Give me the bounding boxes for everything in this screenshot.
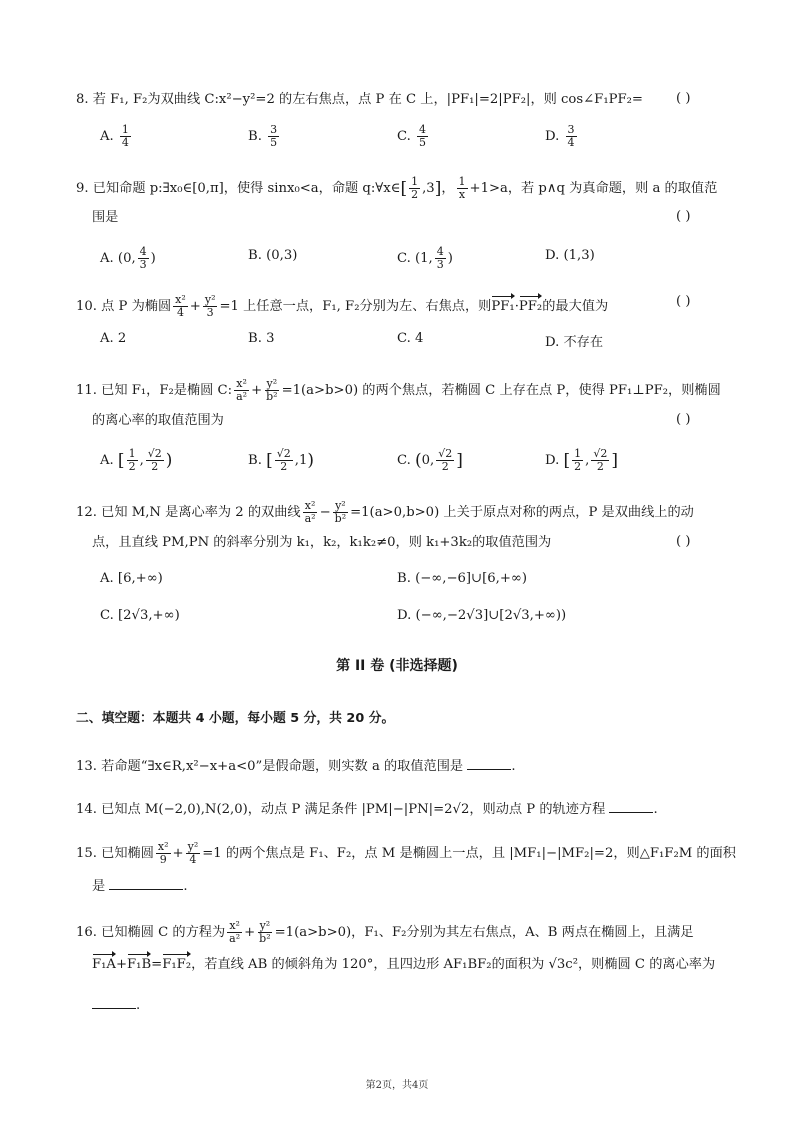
question-10-bracket: ( ) — [676, 294, 691, 309]
question-12-bracket: ( ) — [676, 534, 691, 549]
question-15-line2: 是 . — [92, 879, 188, 894]
question-15-stem: 15. 已知椭圆 $\frac{\text{x²}}{9}$ + $\frac{\text{y²}}{4}$ =1 的两个焦点是 F₁、F₂，点 M 是椭圆上一点，且 |MF₁|−|MF₂|=2，则△F₁F₂M 的面积 — [76, 840, 736, 866]
question-10-option-a: A. 2 — [100, 331, 127, 346]
question-12-option-b: B. (−∞,−6]∪[6,+∞) — [397, 571, 528, 586]
question-16-stem: 16. 已知椭圆 C 的方程为 $\frac{\text{x²}}{\text{a²}}$ + $\frac{\text{y²}}{\text{b²}}$ =1(a>b>0)，F₁、F₂分别为其左右焦点，A、B 两点在椭圆上，且满足 — [76, 919, 694, 945]
question-10-option-c: C. 4 — [397, 331, 424, 346]
answer-blank[interactable] — [92, 996, 136, 1009]
question-11-stem: 11. 已知 F₁，F₂是椭圆 C: $\frac{\text{x²}}{\text{a²}}$ + $\frac{\text{y²}}{\text{b²}}$ =1(a>b>0) 的两个焦点，若椭圆 C 上存在点 P，使得 PF₁⊥PF₂，则椭圆 — [76, 377, 721, 403]
question-9-bracket: ( ) — [676, 209, 691, 224]
question-8-bracket: ( ) — [676, 91, 691, 106]
question-10-stem: 10. 点 P 为椭圆 $\frac{\text{x²}}{4}$ + $\frac{\text{y²}}{3}$ =1 上任意一点，F₁, F₂分别为左、右焦点，则PF₁·PF₂的最大值为 — [76, 293, 609, 319]
answer-blank[interactable] — [109, 877, 183, 890]
question-12-option-c: C. [2√3,+∞) — [100, 608, 180, 623]
question-11-bracket: ( ) — [676, 412, 691, 427]
question-8-option-a: A. $\frac{1}{4}$ — [100, 123, 129, 149]
question-12-line2: 点，且直线 PM,PN 的斜率分别为 k₁，k₂，k₁k₂≠0，则 k₁+3k₂的取值范围为 — [92, 535, 552, 550]
question-9-option-b: B. (0,3) — [248, 248, 298, 263]
page-footer: 第2页，共4页 — [365, 1080, 429, 1091]
question-8-option-c: C. $\frac{4}{5}$ — [397, 123, 427, 149]
question-11-line2: 的离心率的取值范围为 — [92, 413, 224, 428]
question-12-stem: 12. 已知 M,N 是离心率为 2 的双曲线 $\frac{\text{x²}}{\text{a²}}$ − $\frac{\text{y²}}{\text{b²}}$ =1(a>0,b>0) 上关于原点对称的两点，P 是双曲线上的动 — [76, 499, 694, 525]
question-9-option-c: C. (1, $\frac{4}{3}$ ) — [397, 245, 453, 271]
question-16-line3: . — [92, 996, 732, 1015]
question-13: 13. 若命题“∃x∈R,x²−x+a<0”是假命题，则实数 a 的取值范围是 . — [76, 759, 516, 774]
question-9-line2: 围是 — [92, 210, 119, 225]
question-14: 14. 已知点 M(−2,0),N(2,0)，动点 P 满足条件 |PM|−|PN|=2√2，则动点 P 的轨迹方程 . — [76, 802, 658, 817]
question-11-option-d: D. [ $\frac{1}{2}$ , $\frac{√2}{2}$ ] — [545, 447, 618, 473]
question-8-option-d: D. $\frac{3}{4}$ — [545, 123, 575, 149]
answer-blank[interactable] — [609, 800, 653, 813]
question-12-option-d: D. (−∞,−2√3]∪[2√3,+∞)) — [397, 608, 567, 623]
question-10-option-d: D. 不存在 — [545, 335, 604, 350]
question-8-stem: 8. 若 F₁, F₂为双曲线 C:x²−y²=2 的左右焦点，点 P 在 C 上，|PF₁|=2|PF₂|，则 cos∠F₁PF₂= — [76, 92, 643, 107]
question-9-stem: 9. 已知命题 p:∃x₀∈[0,π]，使得 sinx₀<a，命题 q:∀x∈[ $\frac{1}{2}$ ,3]， $\frac{1}{x}$ +1>a，若 p∧q 为真命题，则 a 的取值范 — [76, 175, 718, 201]
question-9-option-d: D. (1,3) — [545, 248, 595, 263]
question-8-option-b: B. $\frac{3}{5}$ — [248, 123, 278, 149]
answer-blank[interactable] — [467, 757, 511, 770]
question-10-option-b: B. 3 — [248, 331, 275, 346]
question-11-option-c: C. (0, $\frac{√2}{2}$ ] — [397, 447, 463, 473]
question-16-line2: F₁A+F₁B=F₁F₂，若直线 AB 的倾斜角为 120°，且四边形 AF₁BF₂的面积为 √3c²，则椭圆 C 的离心率为 — [92, 957, 716, 972]
section-title: 第 II 卷 (非选择题) — [336, 658, 458, 674]
question-12-option-a: A. [6,+∞) — [100, 571, 163, 586]
question-11-option-b: B. [ $\frac{√2}{2}$ ,1) — [248, 447, 314, 473]
fill-in-heading: 二、填空题：本题共 4 小题，每小题 5 分，共 20 分。 — [76, 711, 395, 726]
question-11-option-a: A. [ $\frac{1}{2}$ , $\frac{√2}{2}$ ) — [100, 447, 173, 473]
question-9-option-a: A. (0, $\frac{4}{3}$ ) — [100, 245, 156, 271]
